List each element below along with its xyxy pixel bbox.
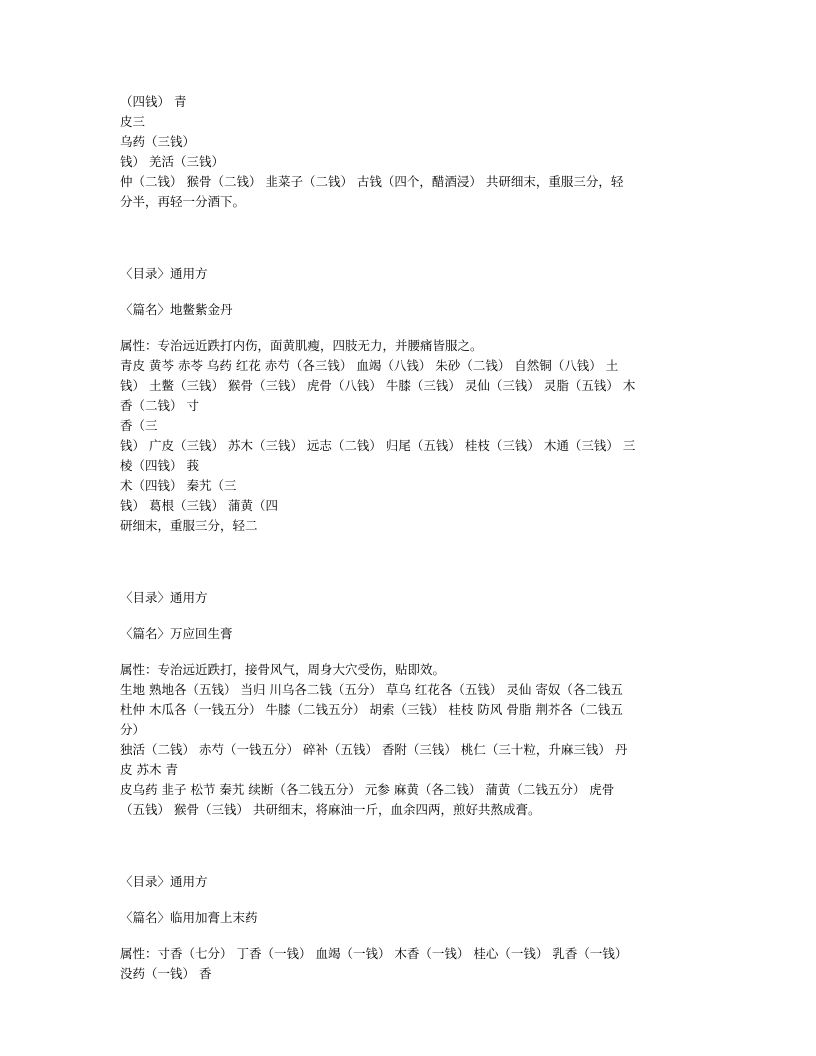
text-line: 钱） 广皮（三钱） 苏木（三钱） 远志（二钱） 归尾（五钱） 桂枝（三钱） 木通（三钱） 三 xyxy=(120,438,636,453)
text-line: （四钱） 青 xyxy=(120,94,187,109)
heading-gap xyxy=(120,892,700,908)
recipe-properties: 属性：寸香（七分） 丁香（一钱） 血竭（一钱） 木香（一钱） 桂心（一钱） 乳香（一钱） xyxy=(120,946,628,961)
text-line: 乌药（三钱） xyxy=(120,134,196,149)
text-line: 分半，再轻一分酒下。 xyxy=(120,194,246,209)
document-page xyxy=(120,92,700,984)
text-line: 分） xyxy=(120,722,146,737)
text-line: 研细末，重服三分，轻二 xyxy=(120,518,258,533)
catalog-heading: 〈目录〉通用方 xyxy=(120,590,208,605)
continued-fragment xyxy=(120,92,700,212)
text-line: 杜仲 木瓜各（一钱五分） 牛膝（二钱五分） 胡索（三钱） 桂枝 防风 骨脂 荆芥各（二钱五 xyxy=(120,702,623,717)
text-line: 仲（二钱） 猴骨（二钱） 韭菜子（二钱） 古钱（四个，醋酒浸） 共研细末，重服三分，轻 xyxy=(120,174,624,189)
recipe-title: 〈篇名〉地鳖紫金丹 xyxy=(120,302,233,317)
text-line: 术（四钱） 秦艽（三 xyxy=(120,478,237,493)
catalog-heading: 〈目录〉通用方 xyxy=(120,266,208,281)
heading-gap xyxy=(120,320,700,336)
text-line: 皮乌药 韭子 松节 秦艽 续断（各二钱五分） 元参 麻黄（各二钱） 蒲黄（二钱五分） 虎骨 xyxy=(120,782,615,797)
catalog-heading: 〈目录〉通用方 xyxy=(120,874,208,889)
text-line: （五钱） 猴骨（三钱） 共研细末，将麻油一斤，血余四两，煎好共熬成膏。 xyxy=(120,802,541,817)
text-line: 青皮 黄芩 赤苓 乌药 红花 赤芍（各三钱） 血竭（八钱） 朱砂（二钱） 自然铜（八钱） 土 xyxy=(120,358,619,373)
recipe-properties: 属性：专治远近跌打内伤，面黄肌瘦，四肢无力，并腰痛皆服之。 xyxy=(120,338,483,353)
heading-gap xyxy=(120,608,700,624)
text-line: 棱（四钱） 莪 xyxy=(120,458,199,473)
recipe-properties: 属性：专治远近跌打，接骨风气，周身大穴受伤，贴即效。 xyxy=(120,662,446,677)
recipe-title: 〈篇名〉临用加膏上末药 xyxy=(120,910,258,925)
recipe-section-wanying-huishenggao xyxy=(120,588,700,820)
section-gap xyxy=(120,212,700,264)
text-line: 钱） 土鳖（三钱） 猴骨（三钱） 虎骨（八钱） 牛膝（三钱） 灵仙（三钱） 灵脂（五钱） 木 xyxy=(120,378,636,393)
heading-gap xyxy=(120,928,700,944)
text-line: 独活（二钱） 赤芍（一钱五分） 碎补（五钱） 香附（三钱） 桃仁（三十粒，升麻三钱） 丹 xyxy=(120,742,628,757)
recipe-section-linyong-jiagao xyxy=(120,872,700,984)
heading-gap xyxy=(120,644,700,660)
recipe-section-dibie-zijindan xyxy=(120,264,700,536)
text-line: 生地 熟地各（五钱） 当归 川乌各二钱（五分） 草乌 红花各（五钱） 灵仙 寄奴（各二钱五 xyxy=(120,682,623,697)
heading-gap xyxy=(120,284,700,300)
text-line: 钱） 葛根（三钱） 蒲黄（四 xyxy=(120,498,278,513)
text-line: 没药（一钱） 香 xyxy=(120,966,212,981)
section-gap xyxy=(120,820,700,872)
recipe-title: 〈篇名〉万应回生膏 xyxy=(120,626,233,641)
section-gap xyxy=(120,536,700,588)
text-line: 钱） 羌活（三钱） xyxy=(120,154,224,169)
text-line: 香（二钱） 寸 xyxy=(120,398,199,413)
text-line: 香（三 xyxy=(120,418,158,433)
text-line: 皮 苏木 青 xyxy=(120,762,178,777)
text-line: 皮三 xyxy=(120,114,146,129)
